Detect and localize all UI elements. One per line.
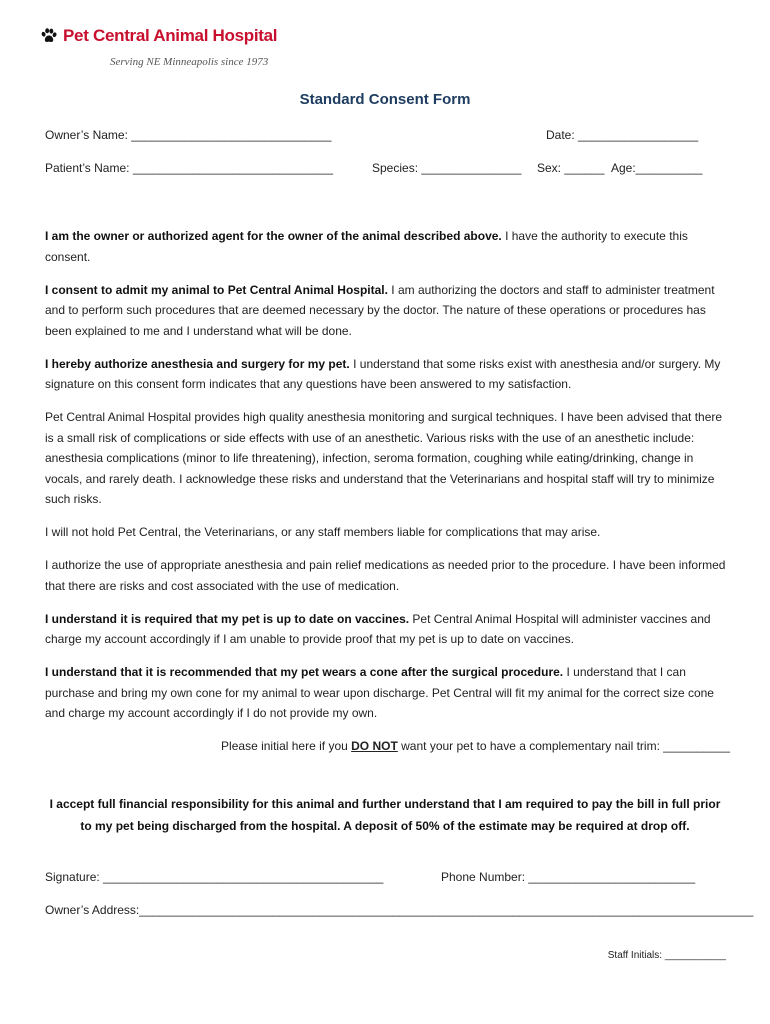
patient-name-field[interactable]: Patient’s Name: ______________________________	[45, 161, 334, 175]
owner-authority-text: I have the authority to execute this consent.	[45, 229, 688, 264]
cone-paragraph	[45, 662, 730, 724]
anesthesia-authorization-text: I understand that some risks exist with anesthesia and/or surgery. My signature on this consent form indicates that any questions have been answered to my satisfaction.	[45, 356, 721, 391]
phone-number-field[interactable]: Phone Number: _________________________	[441, 870, 696, 884]
paw-icon	[40, 27, 58, 45]
date-field[interactable]: Date: __________________	[546, 128, 699, 142]
nail-trim-initial-field[interactable]	[45, 736, 730, 757]
cone-text: I understand that I can purchase and bring my own cone for my animal to wear upon discharge. Pet Central will fit my animal for the correct size cone and charge my account accordingly if I do not provide my own.	[45, 665, 714, 720]
nail-trim-post: want your pet to have a complementary nail trim: __________	[397, 739, 730, 753]
medication-paragraph: I authorize the use of appropriate anesthesia and pain relief medications as needed prior to the procedure. I have been informed that there are risks and cost associated with the use of medication.	[45, 558, 726, 593]
admission-consent-paragraph	[45, 280, 730, 342]
admission-consent-statement: I consent to admit my animal to Pet Central Animal Hospital.	[45, 282, 388, 297]
admission-consent-text: I am authorizing the doctors and staff to administer treatment and to perform such procedures that are deemed necessary by the doctor. The nature of these operations or procedures has been explained to me and I understand what will be done.	[45, 282, 715, 338]
hospital-name: Pet Central Animal Hospital	[63, 26, 278, 45]
owner-authority-paragraph	[45, 226, 730, 267]
hospital-logo	[40, 26, 277, 46]
liability-paragraph: I will not hold Pet Central, the Veterinarians, or any staff members liable for complications that may arise.	[45, 525, 601, 539]
age-field[interactable]: Age:__________	[611, 161, 703, 175]
hospital-tagline: Serving NE Minneapolis since 1973	[110, 56, 269, 68]
anesthesia-authorization-paragraph	[45, 354, 730, 395]
consent-body	[45, 226, 730, 769]
vaccines-paragraph	[45, 609, 730, 650]
staff-initials-field[interactable]: Staff Initials: ___________	[607, 950, 726, 961]
hospital-header	[40, 26, 278, 68]
financial-responsibility-statement: I accept full financial responsibility for this animal and further understand that I am required to pay the bill in full prior to my pet being discharged from the hospital. A deposit of 50% of the estimate may be required at drop off.	[49, 797, 721, 833]
nail-trim-pre: Please initial here if you	[221, 739, 352, 753]
nail-trim-emphasis: DO NOT	[351, 739, 398, 753]
form-title: Standard Consent Form	[299, 91, 471, 108]
anesthesia-authorization-statement: I hereby authorize anesthesia and surgery for my pet.	[45, 356, 350, 371]
anesthesia-risks-paragraph: Pet Central Animal Hospital provides high quality anesthesia monitoring and surgical techniques. I have been advised that there is a small risk of complications or side effects with use of an anesthetic. Various risks with the use of an anesthetic include: anesthesia complications (minor to life threatening), infection, seroma formation, coughing while eating/drinking, change in vocals, and rarely death. I acknowledge these risks and understand that the Veterinarians and hospital staff will try to minimize such risks.	[45, 410, 723, 506]
vaccines-statement: I understand it is required that my pet is up to date on vaccines.	[45, 611, 410, 626]
owner-name-field[interactable]: Owner’s Name: ______________________________	[45, 128, 332, 142]
sex-field[interactable]: Sex: ______	[537, 161, 605, 175]
species-field[interactable]: Species: _______________	[372, 161, 522, 175]
signature-field[interactable]: Signature: __________________________________________	[45, 870, 384, 884]
vaccines-text: Pet Central Animal Hospital will administer vaccines and charge my account accordingly if I am unable to provide proof that my pet is up to date on vaccines.	[45, 611, 711, 646]
owner-authority-statement: I am the owner or authorized agent for the owner of the animal described above.	[45, 229, 502, 243]
cone-statement: I understand that it is recommended that my pet wears a cone after the surgical procedure.	[45, 665, 564, 679]
owner-address-field[interactable]: Owner’s Address:____________________________________________________________________________________________	[45, 903, 754, 917]
